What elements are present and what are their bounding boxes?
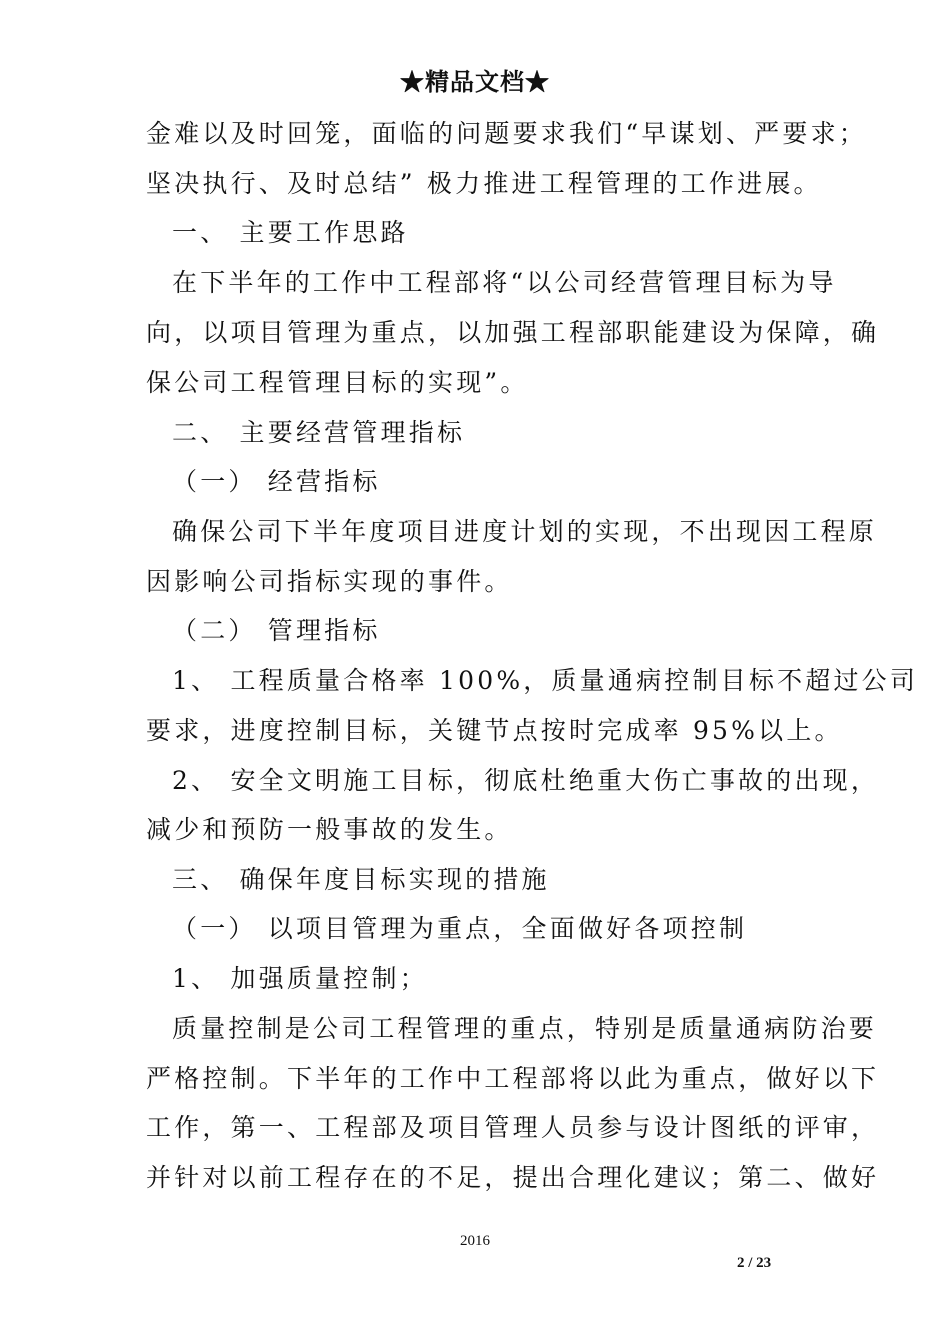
body-line: 工作，第一、工程部及项目管理人员参与设计图纸的评审， [146, 1113, 880, 1142]
body-line: 金难以及时回笼，面临的问题要求我们“早谋划、严要求； [146, 119, 867, 148]
section-heading: 三、 确保年度目标实现的措施 [172, 865, 550, 894]
body-line: 1、 工程质量合格率 100%，质量通病控制目标不超过公司 [172, 666, 919, 695]
body-line: 严格控制。下半年的工作中工程部将以此为重点，做好以下 [146, 1064, 880, 1093]
body-line: 确保公司下半年度项目进度计划的实现，不出现因工程原 [172, 517, 878, 546]
body-line: 2、 安全文明施工目标，彻底杜绝重大伤亡事故的出现， [172, 766, 880, 795]
footer-year: 2016 [460, 1233, 490, 1249]
body-line: 质量控制是公司工程管理的重点，特别是质量通病防治要 [172, 1014, 878, 1043]
body-line: 要求，进度控制目标，关键节点按时完成率 95%以上。 [146, 716, 843, 745]
body-line: 坚决执行、及时总结” 极力推进工程管理的工作进展。 [146, 169, 822, 198]
subsection-heading: （一） 以项目管理为重点，全面做好各项控制 [172, 914, 748, 943]
body-line: 在下半年的工作中工程部将“以公司经营管理目标为导 [172, 268, 837, 297]
section-heading: 一、 主要工作思路 [172, 218, 409, 247]
section-heading: 二、 主要经营管理指标 [172, 418, 466, 447]
body-line: 保公司工程管理目标的实现”。 [146, 368, 529, 397]
subsection-heading: （一） 经营指标 [172, 467, 381, 496]
body-line: 因影响公司指标实现的事件。 [146, 567, 513, 596]
body-line: 并针对以前工程存在的不足，提出合理化建议；第二、做好 [146, 1163, 880, 1192]
page-number: 2 / 23 [737, 1255, 772, 1271]
body-line: 减少和预防一般事故的发生。 [146, 815, 513, 844]
subsection-heading: （二） 管理指标 [172, 616, 381, 645]
body-line: 向，以项目管理为重点，以加强工程部职能建设为保障，确 [146, 318, 880, 347]
page-header-title: ★精品文档★ [400, 67, 550, 96]
body-line: 1、 加强质量控制； [172, 964, 428, 993]
